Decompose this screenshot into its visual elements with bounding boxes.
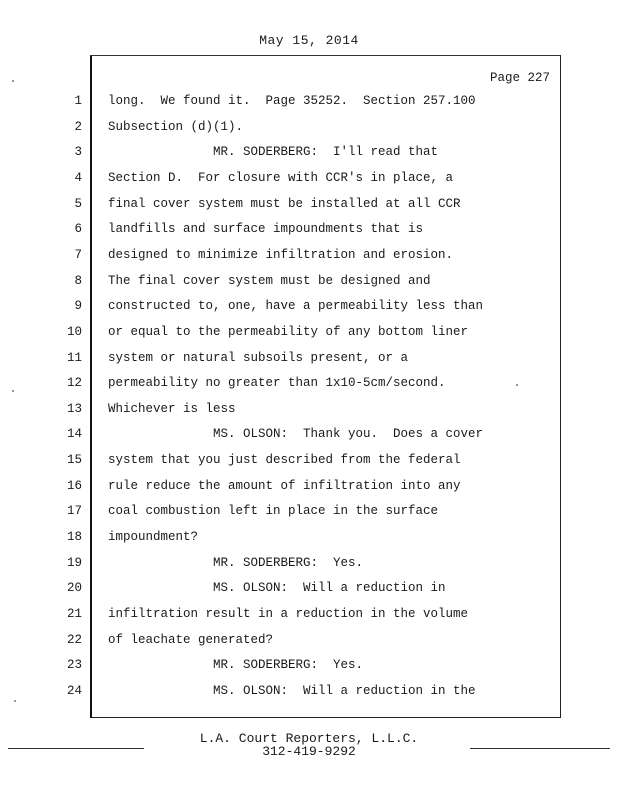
scan-speck xyxy=(516,384,518,386)
line-number: 21 xyxy=(66,607,82,621)
header-date: May 15, 2014 xyxy=(259,33,359,48)
line-number: 18 xyxy=(66,530,82,544)
transcript-line: Section D. For closure with CCR's in place, a xyxy=(108,171,454,185)
transcript-line: final cover system must be installed at all CCR xyxy=(108,197,461,211)
line-number: 12 xyxy=(66,376,82,390)
scan-speck xyxy=(12,80,14,82)
line-number: 2 xyxy=(74,120,82,134)
transcript-line: designed to minimize infiltration and erosion. xyxy=(108,248,454,262)
transcript-line: of leachate generated? xyxy=(108,633,274,647)
line-number: 15 xyxy=(66,453,82,467)
transcript-line: impoundment? xyxy=(108,530,199,544)
line-number: 5 xyxy=(74,197,82,211)
line-number: 19 xyxy=(66,556,82,570)
line-number: 6 xyxy=(74,222,82,236)
transcript-line: MS. OLSON: Thank you. Does a cover xyxy=(108,427,484,441)
line-number: 22 xyxy=(66,633,82,647)
transcript-line: rule reduce the amount of infiltration into any xyxy=(108,479,461,493)
transcript-line: Whichever is less xyxy=(108,402,236,416)
transcript-line: long. We found it. Page 35252. Section 257.100 xyxy=(108,94,476,108)
line-number: 1 xyxy=(74,94,82,108)
transcript-line: MR. SODERBERG: I'll read that xyxy=(108,145,439,159)
transcript-line: The final cover system must be designed and xyxy=(108,274,431,288)
scan-speck xyxy=(12,390,14,392)
scan-speck xyxy=(14,700,16,702)
line-number: 17 xyxy=(66,504,82,518)
line-number: 9 xyxy=(74,299,82,313)
line-number: 23 xyxy=(66,658,82,672)
line-number: 24 xyxy=(66,684,82,698)
line-number: 16 xyxy=(66,479,82,493)
transcript-line: infiltration result in a reduction in the volume xyxy=(108,607,469,621)
line-number: 7 xyxy=(74,248,82,262)
transcript-line: MR. SODERBERG: Yes. xyxy=(108,556,364,570)
line-number: 14 xyxy=(66,427,82,441)
transcript-line: constructed to, one, have a permeability less than xyxy=(108,299,484,313)
line-number: 11 xyxy=(66,351,82,365)
line-number: 4 xyxy=(74,171,82,185)
page-number: Page 227 xyxy=(489,71,550,85)
transcript-line: coal combustion left in place in the surface xyxy=(108,504,439,518)
transcript-line: Subsection (d)(1). xyxy=(108,120,244,134)
transcript-line: landfills and surface impoundments that is xyxy=(108,222,424,236)
line-number: 20 xyxy=(66,581,82,595)
transcript-line: permeability no greater than 1x10-5cm/second. xyxy=(108,376,446,390)
footer-phone: 312-419-9292 xyxy=(262,744,356,759)
transcript-line: MS. OLSON: Will a reduction in xyxy=(108,581,446,595)
transcript-line: MR. SODERBERG: Yes. xyxy=(108,658,364,672)
transcript-line: or equal to the permeability of any bottom liner xyxy=(108,325,469,339)
line-number: 3 xyxy=(74,145,82,159)
footer-company: L.A. Court Reporters, L.L.C. xyxy=(199,731,419,746)
line-number: 8 xyxy=(74,274,82,288)
transcript-line: system or natural subsoils present, or a xyxy=(108,351,409,365)
line-number: 10 xyxy=(66,325,82,339)
transcript-frame-top-rule xyxy=(90,55,560,56)
transcript-line: system that you just described from the federal xyxy=(108,453,461,467)
line-number: 13 xyxy=(66,402,82,416)
transcript-line: MS. OLSON: Will a reduction in the xyxy=(108,684,476,698)
